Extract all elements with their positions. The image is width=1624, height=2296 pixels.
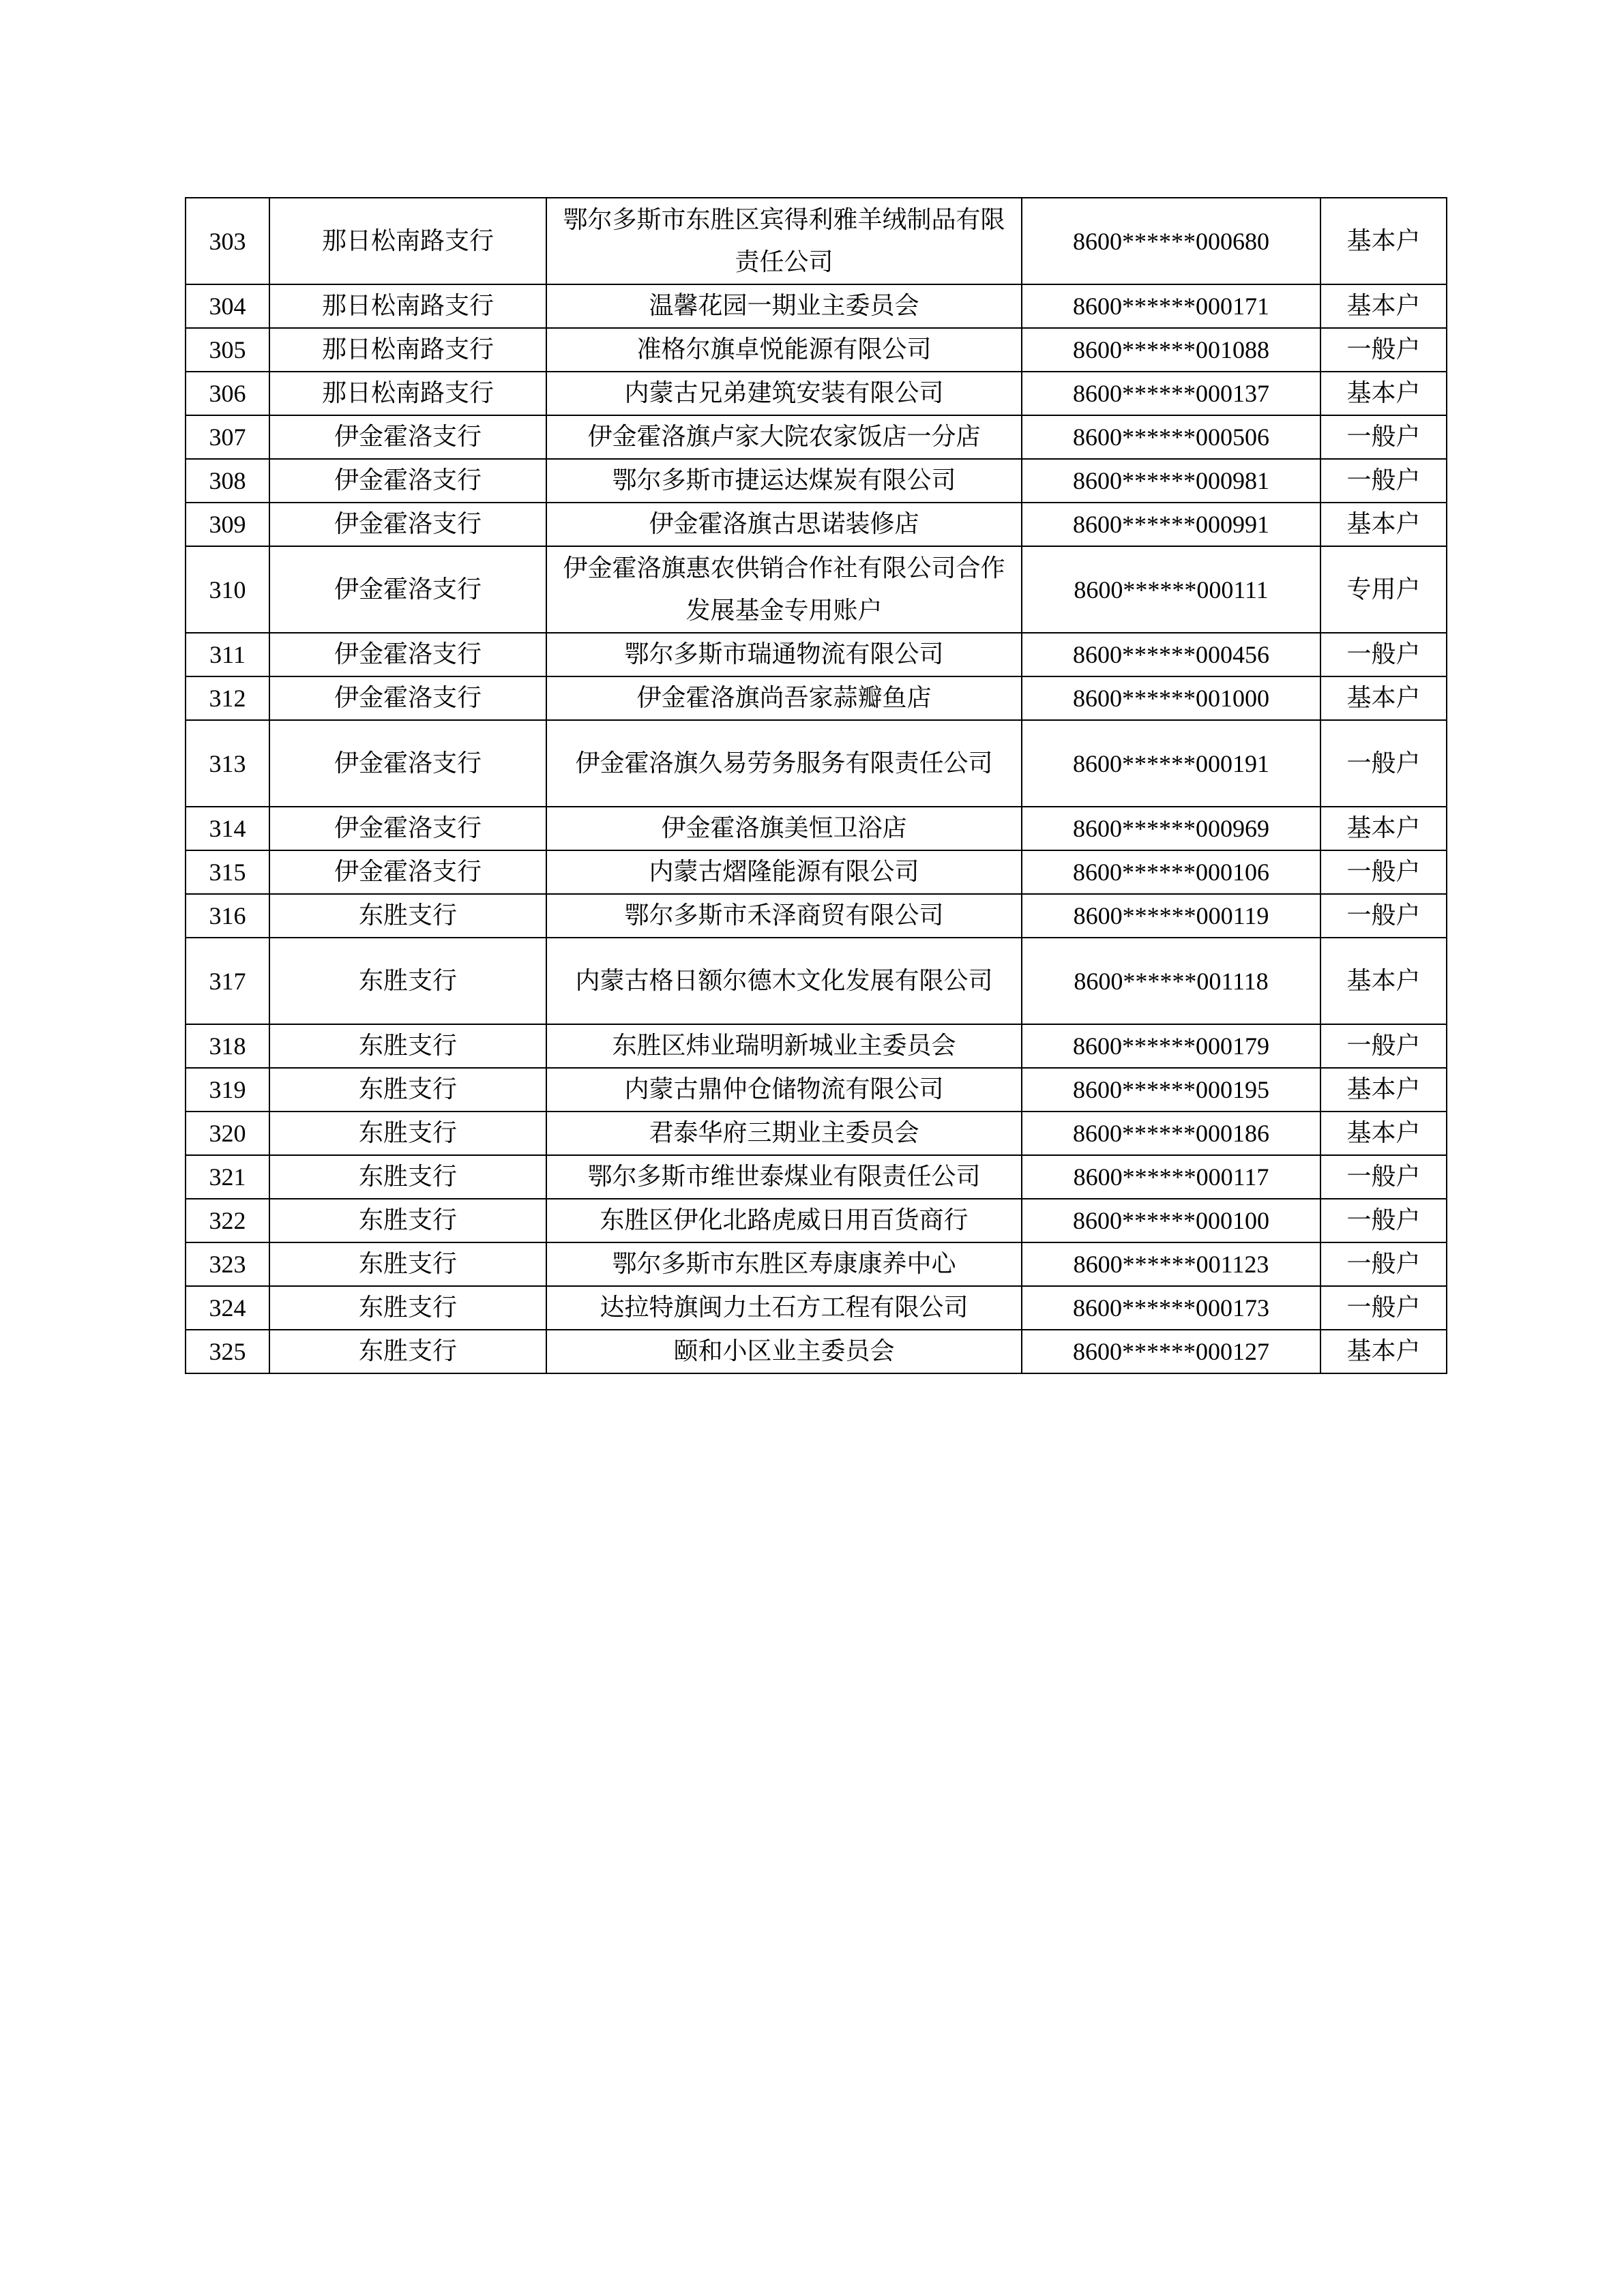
account-type-cell: 基本户 [1320, 1068, 1447, 1112]
branch-cell: 东胜支行 [269, 1286, 546, 1330]
account-type-cell: 基本户 [1320, 1112, 1447, 1155]
account-type-cell: 基本户 [1320, 807, 1447, 850]
table-row [186, 198, 1447, 284]
table-row [186, 459, 1447, 503]
account-number-cell: 8600******000137 [1022, 372, 1320, 415]
account-type-cell: 一般户 [1320, 633, 1447, 676]
table-row [186, 1068, 1447, 1112]
table-row [186, 1199, 1447, 1242]
account-number-cell: 8600******000111 [1022, 546, 1320, 633]
branch-cell: 东胜支行 [269, 1330, 546, 1373]
branch-cell: 东胜支行 [269, 1112, 546, 1155]
row-number-cell: 310 [186, 546, 269, 633]
account-name-cell: 准格尔旗卓悦能源有限公司 [546, 328, 1022, 372]
account-number-cell: 8600******000119 [1022, 894, 1320, 938]
row-number-cell: 309 [186, 503, 269, 546]
account-type-cell: 一般户 [1320, 720, 1447, 807]
table-row [186, 328, 1447, 372]
table-row [186, 415, 1447, 459]
account-type-cell: 一般户 [1320, 894, 1447, 938]
account-name-cell: 伊金霍洛旗古思诺装修店 [546, 503, 1022, 546]
table-row [186, 1112, 1447, 1155]
table-row [186, 894, 1447, 938]
table-row [186, 284, 1447, 328]
account-number-cell: 8600******000171 [1022, 284, 1320, 328]
branch-cell: 那日松南路支行 [269, 328, 546, 372]
account-name-cell: 内蒙古兄弟建筑安装有限公司 [546, 372, 1022, 415]
row-number-cell: 314 [186, 807, 269, 850]
table-row [186, 1330, 1447, 1373]
account-number-cell: 8600******000106 [1022, 850, 1320, 894]
account-number-cell: 8600******000195 [1022, 1068, 1320, 1112]
account-type-cell: 一般户 [1320, 459, 1447, 503]
account-number-cell: 8600******001000 [1022, 676, 1320, 720]
account-name-cell: 伊金霍洛旗惠农供销合作社有限公司合作发展基金专用账户 [546, 546, 1022, 633]
account-number-cell: 8600******000191 [1022, 720, 1320, 807]
account-number-cell: 8600******001118 [1022, 938, 1320, 1024]
account-type-cell: 一般户 [1320, 1199, 1447, 1242]
account-type-cell: 一般户 [1320, 328, 1447, 372]
row-number-cell: 316 [186, 894, 269, 938]
branch-cell: 伊金霍洛支行 [269, 546, 546, 633]
row-number-cell: 318 [186, 1024, 269, 1068]
branch-cell: 那日松南路支行 [269, 198, 546, 284]
account-type-cell: 基本户 [1320, 372, 1447, 415]
row-number-cell: 304 [186, 284, 269, 328]
table-row [186, 546, 1447, 633]
account-name-cell: 伊金霍洛旗尚吾家蒜瓣鱼店 [546, 676, 1022, 720]
branch-cell: 那日松南路支行 [269, 372, 546, 415]
branch-cell: 东胜支行 [269, 1242, 546, 1286]
account-number-cell: 8600******000506 [1022, 415, 1320, 459]
row-number-cell: 322 [186, 1199, 269, 1242]
account-name-cell: 内蒙古格日额尔德木文化发展有限公司 [546, 938, 1022, 1024]
row-number-cell: 323 [186, 1242, 269, 1286]
account-type-cell: 一般户 [1320, 850, 1447, 894]
row-number-cell: 308 [186, 459, 269, 503]
table-row [186, 633, 1447, 676]
table-row [186, 676, 1447, 720]
account-type-cell: 基本户 [1320, 938, 1447, 1024]
row-number-cell: 307 [186, 415, 269, 459]
account-name-cell: 温馨花园一期业主委员会 [546, 284, 1022, 328]
table-row [186, 938, 1447, 1024]
branch-cell: 那日松南路支行 [269, 284, 546, 328]
account-type-cell: 基本户 [1320, 676, 1447, 720]
account-number-cell: 8600******000117 [1022, 1155, 1320, 1199]
row-number-cell: 305 [186, 328, 269, 372]
branch-cell: 伊金霍洛支行 [269, 503, 546, 546]
account-name-cell: 东胜区炜业瑞明新城业主委员会 [546, 1024, 1022, 1068]
account-number-cell: 8600******000186 [1022, 1112, 1320, 1155]
account-number-cell: 8600******001123 [1022, 1242, 1320, 1286]
account-name-cell: 东胜区伊化北路虎威日用百货商行 [546, 1199, 1022, 1242]
row-number-cell: 319 [186, 1068, 269, 1112]
account-name-cell: 伊金霍洛旗久易劳务服务有限责任公司 [546, 720, 1022, 807]
branch-cell: 伊金霍洛支行 [269, 415, 546, 459]
table-row [186, 503, 1447, 546]
account-table [185, 197, 1447, 1374]
account-type-cell: 基本户 [1320, 1330, 1447, 1373]
account-name-cell: 内蒙古熠隆能源有限公司 [546, 850, 1022, 894]
account-name-cell: 伊金霍洛旗卢家大院农家饭店一分店 [546, 415, 1022, 459]
branch-cell: 伊金霍洛支行 [269, 633, 546, 676]
account-number-cell: 8600******000127 [1022, 1330, 1320, 1373]
account-name-cell: 内蒙古鼎仲仓储物流有限公司 [546, 1068, 1022, 1112]
account-name-cell: 鄂尔多斯市东胜区宾得利雅羊绒制品有限责任公司 [546, 198, 1022, 284]
row-number-cell: 325 [186, 1330, 269, 1373]
table-row [186, 372, 1447, 415]
account-number-cell: 8600******000969 [1022, 807, 1320, 850]
account-type-cell: 基本户 [1320, 284, 1447, 328]
account-type-cell: 基本户 [1320, 503, 1447, 546]
account-type-cell: 一般户 [1320, 1242, 1447, 1286]
table-row [186, 1242, 1447, 1286]
branch-cell: 伊金霍洛支行 [269, 676, 546, 720]
table-row [186, 1155, 1447, 1199]
account-number-cell: 8600******000179 [1022, 1024, 1320, 1068]
branch-cell: 东胜支行 [269, 1068, 546, 1112]
branch-cell: 东胜支行 [269, 1155, 546, 1199]
branch-cell: 伊金霍洛支行 [269, 720, 546, 807]
row-number-cell: 303 [186, 198, 269, 284]
account-name-cell: 鄂尔多斯市东胜区寿康康养中心 [546, 1242, 1022, 1286]
account-name-cell: 颐和小区业主委员会 [546, 1330, 1022, 1373]
branch-cell: 伊金霍洛支行 [269, 459, 546, 503]
account-name-cell: 君泰华府三期业主委员会 [546, 1112, 1022, 1155]
row-number-cell: 312 [186, 676, 269, 720]
row-number-cell: 320 [186, 1112, 269, 1155]
account-name-cell: 鄂尔多斯市禾泽商贸有限公司 [546, 894, 1022, 938]
row-number-cell: 324 [186, 1286, 269, 1330]
account-name-cell: 鄂尔多斯市捷运达煤炭有限公司 [546, 459, 1022, 503]
account-type-cell: 一般户 [1320, 1286, 1447, 1330]
row-number-cell: 313 [186, 720, 269, 807]
account-name-cell: 伊金霍洛旗美恒卫浴店 [546, 807, 1022, 850]
account-type-cell: 基本户 [1320, 198, 1447, 284]
account-number-cell: 8600******001088 [1022, 328, 1320, 372]
branch-cell: 东胜支行 [269, 1024, 546, 1068]
account-name-cell: 鄂尔多斯市瑞通物流有限公司 [546, 633, 1022, 676]
account-type-cell: 一般户 [1320, 1024, 1447, 1068]
account-number-cell: 8600******000981 [1022, 459, 1320, 503]
branch-cell: 伊金霍洛支行 [269, 807, 546, 850]
row-number-cell: 317 [186, 938, 269, 1024]
branch-cell: 伊金霍洛支行 [269, 850, 546, 894]
account-type-cell: 一般户 [1320, 415, 1447, 459]
account-type-cell: 专用户 [1320, 546, 1447, 633]
branch-cell: 东胜支行 [269, 1199, 546, 1242]
table-row [186, 720, 1447, 807]
account-number-cell: 8600******000456 [1022, 633, 1320, 676]
table-row [186, 850, 1447, 894]
row-number-cell: 321 [186, 1155, 269, 1199]
table-row [186, 807, 1447, 850]
account-number-cell: 8600******000100 [1022, 1199, 1320, 1242]
branch-cell: 东胜支行 [269, 894, 546, 938]
account-number-cell: 8600******000680 [1022, 198, 1320, 284]
branch-cell: 东胜支行 [269, 938, 546, 1024]
account-number-cell: 8600******000173 [1022, 1286, 1320, 1330]
row-number-cell: 311 [186, 633, 269, 676]
account-name-cell: 鄂尔多斯市维世泰煤业有限责任公司 [546, 1155, 1022, 1199]
row-number-cell: 315 [186, 850, 269, 894]
row-number-cell: 306 [186, 372, 269, 415]
table-body [186, 198, 1447, 1373]
account-number-cell: 8600******000991 [1022, 503, 1320, 546]
account-name-cell: 达拉特旗闽力土石方工程有限公司 [546, 1286, 1022, 1330]
table-row [186, 1286, 1447, 1330]
account-type-cell: 一般户 [1320, 1155, 1447, 1199]
table-row [186, 1024, 1447, 1068]
